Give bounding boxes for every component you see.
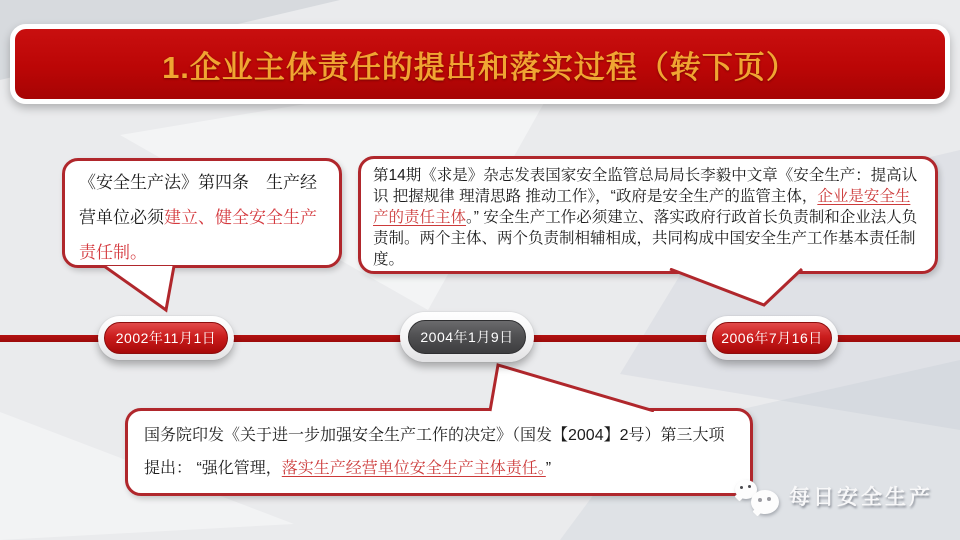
callout-law-2002 <box>62 158 342 268</box>
callout-tail-article <box>660 268 810 309</box>
callout-article-2006 <box>358 156 938 274</box>
timeline-pill-2004 <box>400 312 534 362</box>
callout-tail-decision <box>484 362 659 412</box>
callout-article-text-2: 。” 安全生产工作必须建立、落实政府行政首长负责制和企业法人负责制。两个主体、两个负责制相辅相成，共同构成中国安全生产工作基本责任制度。 <box>373 209 918 268</box>
page-title: 1.企业主体责任的提出和落实过程（转下页） <box>162 49 798 85</box>
callout-law-highlight: 建立、健全安全生产责任制。 <box>79 208 317 262</box>
watermark-text: 每日安全生产 <box>789 486 933 509</box>
callout-article-text-1: 第14期《求是》杂志发表国家安全监管总局局长李毅中文章《安全生产：提高认识 把握规律 理清思路 推动工作》，“政府是安全生产的监管主体， <box>373 167 918 205</box>
callout-decision-2004 <box>125 408 753 496</box>
watermark <box>733 476 933 516</box>
callout-law-text: 《安全生产法》第四条 生产经营单位必须 <box>79 173 317 227</box>
title-banner <box>10 24 950 104</box>
callout-decision-text-1: 国务院印发《关于进一步加强安全生产工作的决定》（国发【2004】2号）第三大项提出： “强化管理， <box>144 427 725 477</box>
timeline-pill-2006 <box>706 316 838 360</box>
timeline-date-2006: 2006年7月16日 <box>712 322 832 354</box>
timeline-date-2004: 2004年1月9日 <box>408 320 526 354</box>
callout-article-highlight: 企业是安全生产的责任主体 <box>373 188 911 226</box>
callout-decision-highlight: 落实生产经营单位安全生产主体责任。 <box>281 460 546 477</box>
timeline-date-2002: 2002年11月1日 <box>104 322 228 354</box>
wechat-icon <box>733 476 781 516</box>
callout-decision-text-2: ” <box>545 460 552 477</box>
callout-tail-law <box>96 265 188 314</box>
timeline-pill-2002 <box>98 316 234 360</box>
